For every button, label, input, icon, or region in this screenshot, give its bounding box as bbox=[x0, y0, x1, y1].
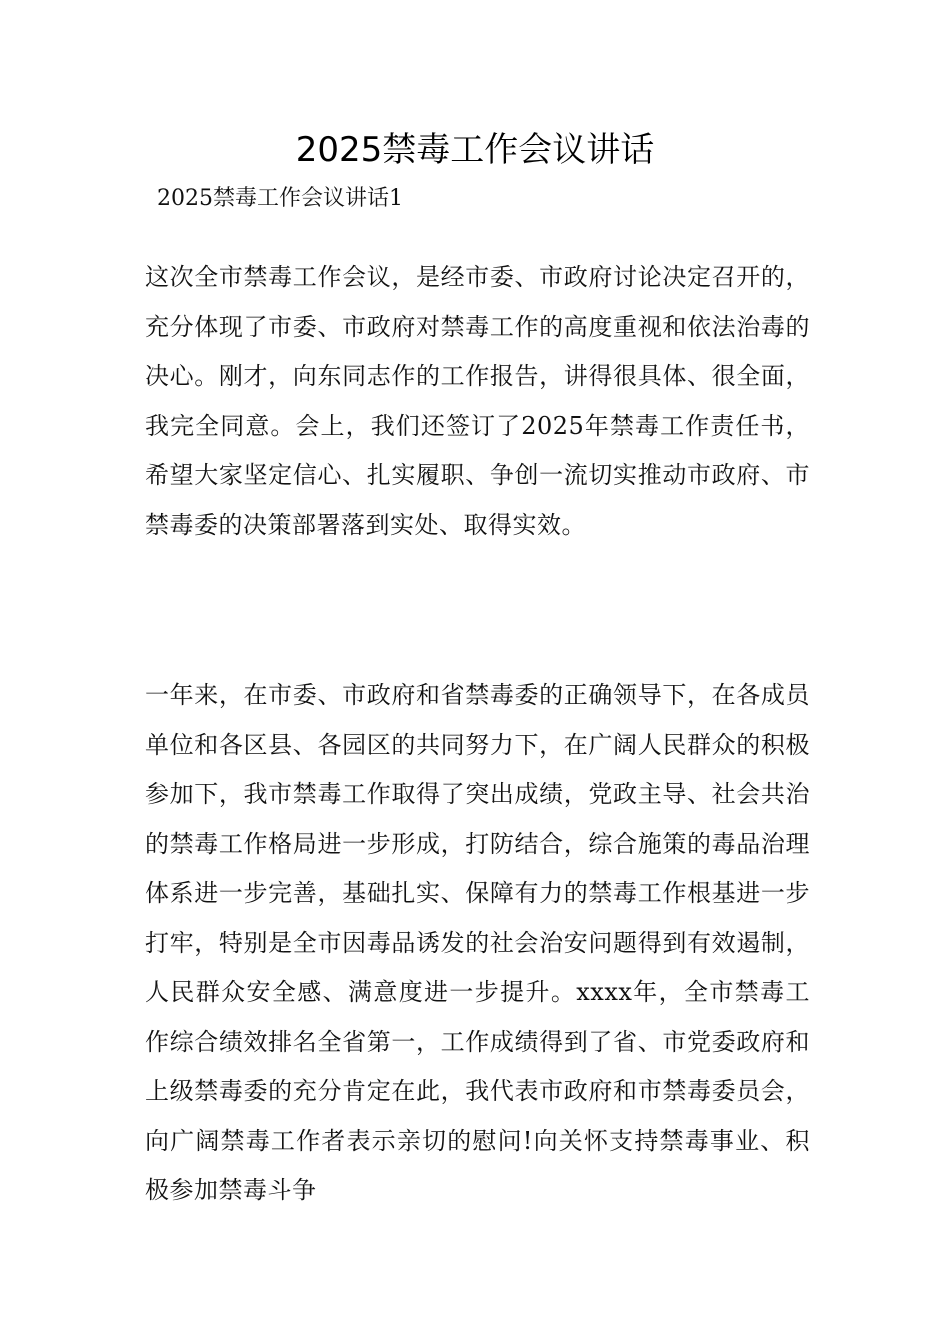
body-paragraph: 这次全市禁毒工作会议，是经市委、市政府讨论决定召开的，充分体现了市委、市政府对禁毒工作的高度重视和依法治毒的决心。刚才，向东同志作的工作报告，讲得很具体、很全面，我完全同意。会上，我们还签订了2025年禁毒工作责任书，希望大家坚定信心、扎实履职、争创一流切实推动市政府、市禁毒委的决策部署落到实处、取得实效。 bbox=[145, 263, 810, 539]
body-paragraph: 一年来，在市委、市政府和省禁毒委的正确领导下，在各成员单位和各区县、各园区的共同努力下，在广阔人民群众的积极参加下，我市禁毒工作取得了突出成绩，党政主导、社会共治的禁毒工作格局进一步形成，打防结合，综合施策的毒品治理体系进一步完善，基础扎实、保障有力的禁毒工作根基进一步打牢，特别是全市因毒品诱发的社会治安问题得到有效遏制，人民群众安全感、满意度进一步提升。xxxx年，全市禁毒工作综合绩效排名全省第一，工作成绩得到了省、市党委政府和上级禁毒委的充分肯定在此，我代表市政府和市禁毒委员会，向广阔禁毒工作者表示亲切的慰问!向关怀支持禁毒事业、积极参加禁毒斗争 bbox=[145, 681, 810, 1204]
document-subtitle: 2025禁毒工作会议讲话1 bbox=[157, 186, 403, 211]
document-title: 2025禁毒工作会议讲话 bbox=[295, 130, 655, 170]
